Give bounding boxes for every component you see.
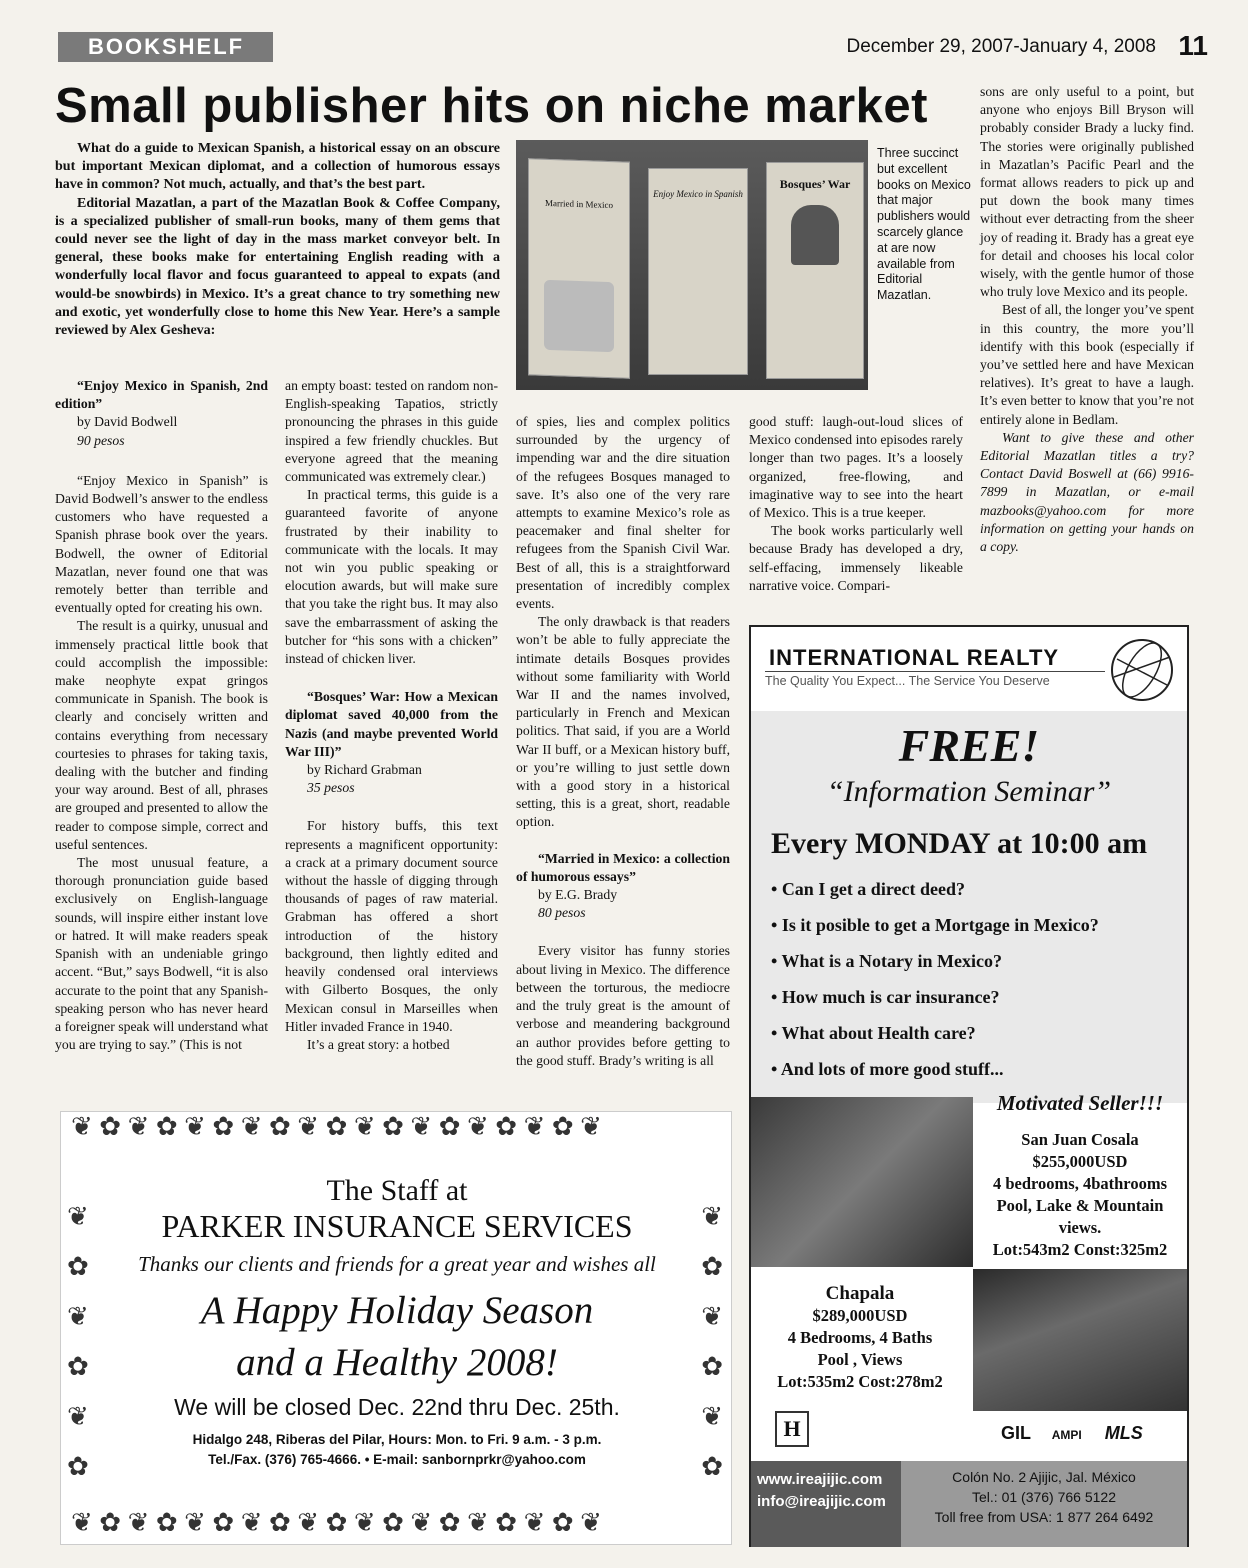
- book-author: by David Bodwell: [77, 414, 178, 430]
- realty-contact-block: [901, 1461, 1187, 1547]
- article-column-2: [285, 377, 498, 1054]
- listing-line: Chapala: [825, 1283, 895, 1304]
- question-text: Is it posible to get a Mortgage in Mexico?: [781, 915, 1099, 935]
- article-paragraph: It’s a great story: a hotbed: [307, 1036, 450, 1052]
- listing-line: Pool , Views: [817, 1350, 903, 1369]
- listing-line: Pool, Lake & Mountain: [996, 1196, 1164, 1215]
- holly-side-icon: ❦ ✿ ❦ ✿ ❦ ✿: [701, 1202, 723, 1481]
- article-column-5: [980, 83, 1194, 556]
- article-paragraph: In practical terms, this guide is a guaranteed favorite of anyone frustrated by their inability to communicate with the locals. It may not win you public speaking or elocution awards, but will make sure that you take the right bus. It may also save the embarrassment of asking the butcher for “his sons with a chicken” instead of chicken liver.: [285, 487, 498, 667]
- question-text: And lots of more good stuff...: [780, 1059, 1004, 1079]
- holly-border-icon: ❦ ✿ ❦ ✿ ❦ ✿ ❦ ✿ ❦ ✿ ❦ ✿ ❦ ✿ ❦ ✿ ❦ ✿ ❦: [71, 1112, 602, 1141]
- listing-line: views.: [1058, 1218, 1102, 1237]
- seminar-title: “Information Seminar”: [826, 775, 1112, 808]
- book-cover-married: [528, 158, 630, 379]
- article-column-4: [749, 413, 963, 595]
- question-text: Can I get a direct deed?: [781, 879, 965, 899]
- holly-border-icon: ❦ ✿ ❦ ✿ ❦ ✿ ❦ ✿ ❦ ✿ ❦ ✿ ❦ ✿ ❦ ✿ ❦ ✿ ❦: [71, 1508, 602, 1537]
- book-cover-title: Bosques’ War: [779, 177, 851, 191]
- listing-line: Lot:535m2 Cost:278m2: [777, 1372, 943, 1391]
- realty-brand: INTERNATIONAL REALTY: [769, 645, 1060, 670]
- question-item: • What is a Notary in Mexico?: [771, 951, 1002, 971]
- realty-email-link[interactable]: info@ireajijic.com: [757, 1493, 886, 1510]
- book-cover-title: Enjoy Mexico in Spanish: [653, 189, 743, 199]
- listing-san-juan: [977, 1129, 1183, 1261]
- article-paragraph: Best of all, the longer you’ve spent in this country, the more you’ll identify with this book (especially if you’ve settled here and have Mexican relatives). It’s great to have a laugh. It’s even better to know that you’re not entirely alone in Bedlam.: [980, 302, 1194, 427]
- article-paragraph: sons are only useful to a point, but anyone who enjoys Bill Bryson will probably consider Brady a lucky find. The stories were originally published in Mazatlan’s Pacific Pearl and the format allows readers to pick up and put down the book many times without ever detracting from the sheer joy of reading it. Brady has a great eye for detail and chooses his local color wisely, with the gentle humor of those who truly love Mexico and its people.: [980, 84, 1194, 300]
- book-price: 35 pesos: [307, 780, 355, 796]
- cover-illustration: [544, 280, 614, 352]
- partner-logos: [1001, 1423, 1143, 1444]
- parker-insurance-ad: [60, 1111, 732, 1545]
- listing-line: 4 bedrooms, 4bathrooms: [992, 1174, 1168, 1193]
- article-paragraph: The book works particularly well because Brady has developed a dry, self-effacing, immensely likeable narrative voice. Compari-: [749, 523, 963, 593]
- listing-line: $255,000USD: [1032, 1152, 1128, 1171]
- book-cover-title: Married in Mexico: [545, 197, 613, 211]
- book-title: “Married in Mexico: a collection of humorous essays”: [516, 850, 730, 884]
- book-cover-enjoy: [648, 168, 748, 375]
- realty-tollfree: Toll free from USA: 1 877 264 6492: [934, 1509, 1154, 1525]
- section-tag: BOOKSHELF: [58, 32, 273, 62]
- parker-company: PARKER INSURANCE SERVICES: [161, 1208, 633, 1244]
- parker-closed-notice: We will be closed Dec. 22nd thru Dec. 25th.: [174, 1394, 620, 1420]
- listing-line: 4 Bedrooms, 4 Baths: [787, 1328, 933, 1347]
- question-text: What is a Notary in Mexico?: [781, 951, 1002, 971]
- listing-line: Lot:543m2 Const:325m2: [992, 1240, 1168, 1259]
- article-paragraph: “Enjoy Mexico in Spanish” is David Bodwell’s answer to the endless customers who have requested a Spanish phrase book over the years. Bodwell, the owner of Editorial Mazatlan, never found one that was remotely better than terrible and eventually opted for creating his own.: [55, 472, 268, 616]
- free-heading: FREE!: [898, 720, 1040, 771]
- book-photo: [516, 140, 868, 390]
- article-column-3: [516, 413, 730, 1070]
- book-title: “Enjoy Mexico in Spanish, 2nd edition”: [55, 378, 268, 412]
- listing-line: San Juan Cosala: [1021, 1130, 1139, 1149]
- motivated-seller: Motivated Seller!!!: [996, 1091, 1164, 1115]
- article-intro: [55, 140, 500, 340]
- realty-tagline: The Quality You Expect... The Service You Deserve: [765, 671, 1105, 688]
- book-price: 80 pesos: [538, 905, 586, 921]
- parker-line1: The Staff at: [326, 1174, 468, 1207]
- question-item: • How much is car insurance?: [771, 987, 1000, 1007]
- article-paragraph: For history buffs, this text represents a magnificent opportunity: a crack at a primary document source without the hassle of digging through thousands of pages of raw material. Grabman has offered a short introduction of the history background, then lightly edited and heavily condensed oral interviews with Gilberto Bosques, the only Mexican consul in Marseilles when Hitler invaded France in 1940.: [285, 818, 498, 1034]
- globe-icon: [1109, 637, 1175, 703]
- holly-side-icon: ❦ ✿ ❦ ✿ ❦ ✿: [67, 1202, 89, 1481]
- article-paragraph: The result is a quirky, unusual and immensely practical little book that could accomplish the impossible: make neophyte expat gringos communicate in Spanish. The book is clearly and concisely written and contains everything from necessary courtesies to phrases for taking taxis, dealing with the butcher and finding your way around. Best of all, phrases are grouped and presented to allow the reader to compose simple, correct and useful sentences.: [55, 618, 268, 852]
- listing-line: $289,000USD: [812, 1306, 908, 1325]
- issue-date: December 29, 2007-January 4, 2008: [846, 36, 1156, 57]
- realty-ad: [749, 625, 1189, 1547]
- parker-thanks: Thanks our clients and friends for a great year and wishes all: [138, 1252, 656, 1276]
- book-title: “Bosques’ War: How a Mexican diplomat saved 40,000 from the Nazis (and maybe prevented World War III)”: [285, 689, 498, 759]
- realty-website-link[interactable]: www.ireajijic.com: [757, 1471, 883, 1488]
- seminar-schedule: Every MONDAY at 10:00 am: [771, 827, 1148, 860]
- book-author: by Richard Grabman: [307, 762, 422, 778]
- parker-greeting: A Happy Holiday Season: [200, 1289, 594, 1332]
- parker-contact: Tel./Fax. (376) 765-4666. • E-mail: sanbornprkr@yahoo.com: [208, 1452, 586, 1467]
- realty-address: Colón No. 2 Ajijic, Jal. México: [952, 1469, 1136, 1485]
- question-item: • And lots of more good stuff...: [771, 1059, 1004, 1079]
- book-price: 90 pesos: [77, 432, 125, 448]
- article-paragraph: an empty boast: tested on random non-English-speaking Tapatios, strictly pronouncing the phrases in this guide inspired a few friendly chuckles. But everyone agreed that the meaning communicated was extremely clear.): [285, 378, 498, 485]
- intro-paragraph: Editorial Mazatlan, a part of the Mazatlan Book & Coffee Company, is a specialized publisher of small-run books, many of them gems that could never see the light of day in the mass market conveyor belt. In general, these books make for entertaining English reading with a wonderfully local flavor and focus guaranteed to appeal to expats (and would-be snowbirds) in Mexico. It’s a great chance to try something new and exotic, yet wonderfully close to home this New Year. Here’s a sample reviewed by Alex Gesheva:: [55, 195, 500, 339]
- book-cover-bosques: [766, 162, 864, 379]
- h-logo-icon: H: [775, 1411, 809, 1447]
- contact-note: Want to give these and other Editorial Mazatlan titles a try? Contact David Boswell at (66) 9916-7899 in Mazatlan, or e-mail mazbooks@yahoo.com for more information on getting your hands on a copy.: [980, 429, 1194, 555]
- listing-photo-chapala: [973, 1269, 1187, 1411]
- article-column-1: [55, 377, 268, 1054]
- question-text: How much is car insurance?: [781, 987, 1000, 1007]
- realty-phone: Tel.: 01 (376) 766 5122: [972, 1489, 1116, 1505]
- book-author: by E.G. Brady: [538, 887, 618, 903]
- article-paragraph: Every visitor has funny stories about living in Mexico. The difference between the torturous, the mediocre and the truly great is the amount of verbose and meandering background an author provides before getting to the good stuff. Brady’s writing is all: [516, 943, 730, 1068]
- question-text: What about Health care?: [781, 1023, 976, 1043]
- question-item: • What about Health care?: [771, 1023, 976, 1043]
- photo-caption: Three succinct but excellent books on Mexico that major publishers would scarcely glance at are now available from Editorial Mazatlan.: [877, 146, 971, 303]
- headline: Small publisher hits on niche market: [55, 79, 928, 133]
- gil-logo: GIL: [1001, 1423, 1031, 1443]
- question-item: • Can I get a direct deed?: [771, 879, 965, 899]
- mls-logo: MLS: [1104, 1423, 1143, 1443]
- question-item: • Is it posible to get a Mortgage in Mexico?: [771, 915, 1099, 935]
- article-paragraph: The only drawback is that readers won’t be able to fully appreciate the intimate details Bosques provides without some familiarity with World War II and the names involved, particularly in French and Mexican politics. That said, if you are a World War II buff, or a Mexican history buff, or you’re willing to just settle down with a good story in a historical setting, this is a great, short, readable option.: [516, 614, 730, 830]
- portrait-image: [791, 205, 839, 265]
- article-paragraph: of spies, lies and complex politics surrounded by the urgency of impending war and the dire situation of the refugees Bosques managed to save. It’s also one of the very rare attempts to examine Mexico’s role as peacemaker and final shelter for refugees from the Spanish Civil War. Best of all, this is a straightforward presentation of incredibly complex events.: [516, 414, 730, 612]
- parker-address: Hidalgo 248, Riberas del Pilar, Hours: Mon. to Fri. 9 a.m. - 3 p.m.: [192, 1432, 602, 1447]
- article-paragraph: good stuff: laugh-out-loud slices of Mexico condensed into episodes rarely longer than two pages. It’s a loosely organized, free-flowing, and imaginative way to see into the heart of Mexico. This is a true keeper.: [749, 414, 963, 521]
- intro-paragraph: What do a guide to Mexican Spanish, a historical essay on an obscure but important Mexican diplomat, and a collection of humorous essays have in common? Not much, actually, and that’s the best part.: [55, 141, 500, 193]
- realty-web-block: [751, 1461, 901, 1547]
- ampi-logo: AMPI: [1051, 1428, 1082, 1442]
- page-number: 11: [1178, 30, 1208, 61]
- article-paragraph: The most unusual feature, a thorough pronunciation guide based exclusively on English-language sounds, will inspire either instant love or hatred. It will make readers speak Spanish with an undeniable gringo accent. “But,” says Bodwell, “it is also accurate to the point that any Spanish-speaking person who has never heard a foreigner speak will understand what you are trying to say.” (This is not: [55, 855, 268, 1053]
- parker-greeting-2: and a Healthy 2008!: [236, 1341, 558, 1384]
- listing-chapala: [755, 1283, 965, 1393]
- listing-photo-san-juan: [751, 1097, 973, 1267]
- seminar-questions: [771, 871, 1181, 1087]
